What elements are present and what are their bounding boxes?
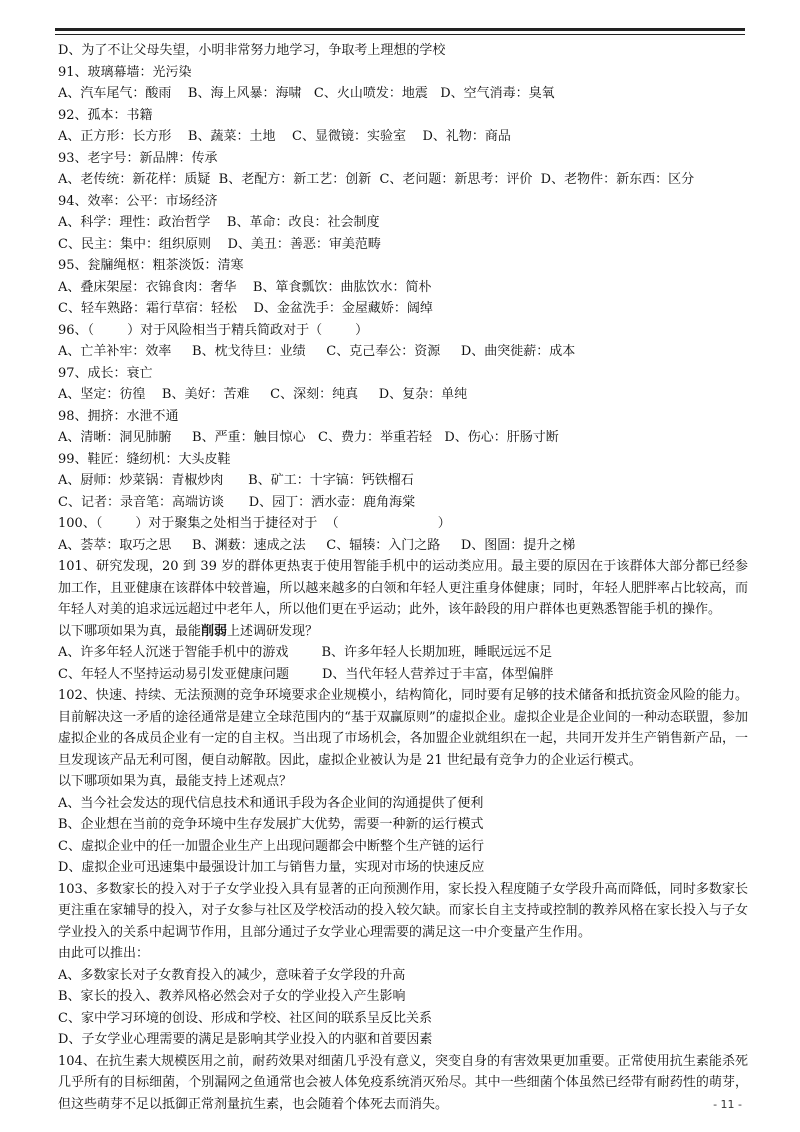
question-paragraph: 101、研究发现，20 到 39 岁的群体更热衷于使用智能手机中的运动类应用。最主要的原因在于该群体大部分都已经参加工作，且亚健康在该群体中较普遍，所以越来越多的白领和年轻人更注重身体健康；同时，年轻人肥胖率占比较高，而年轻人对美的追求远远超过中老年人，所以他们更在乎运动；此外，该年龄段的用户群体也更熟悉智能手机的操作。 <box>58 559 748 617</box>
text-line: A、荟萃：取巧之思 B、渊薮：速成之法 C、辐辏：入门之路 D、图圄：提升之梯 <box>58 537 576 553</box>
text-line: D、为了不让父母失望，小明非常努力地学习，争取考上理想的学校 <box>58 43 446 58</box>
text-line: A、科学：理性：政治哲学 B、革命：改良：社会制度 <box>58 215 380 230</box>
text-line: A、当今社会发达的现代信息技术和通讯手段为各企业间的沟通提供了便利 <box>58 795 484 811</box>
text-line: A、多数家长对子女教育投入的减少，意味着子女学段的升高 <box>58 967 406 983</box>
text-line: A、亡羊补牢：效率 B、枕戈待旦：业绩 C、克己奉公：资源 D、曲突徙薪：成本 <box>58 344 576 359</box>
text-line: C、年轻人不坚持运动易引发亚健康问题 D、当代年轻人营养过于丰富，体型偏胖 <box>58 666 554 682</box>
text-line: 以下哪项如果为真，最能支持上述观点？ <box>58 774 293 789</box>
text-line: C、轻车熟路：霜行草宿：轻松 D、金盆洗手：金屋藏娇：阔绰 <box>58 301 433 316</box>
text-line: A、清晰：洞见肺腑 B、严重：触目惊心 C、费力：举重若轻 D、伤心：肝肠寸断 <box>58 430 559 445</box>
question-paragraph: 103、多数家长的投入对于子女学业投入具有显著的正向预测作用，家长投入程度随子女学段升高而降低，同时多数家长更注重在家辅导的投入，对子女参与社区及学校活动的投入较欠缺。而家长自主支持或控制的教养风格在家长投入与子女学业投入的关系中起调节作用，且部分通过子女学业心理需要的满足这一中介变量产生作用。 <box>58 881 748 940</box>
text-line: 93、老字号：新品牌：传承 <box>58 150 218 166</box>
text-line: C、家中学习环境的创设、形成和学校、社区间的联系呈反比关系 <box>58 1010 432 1026</box>
question-paragraph: 102、快速、持续、无法预测的竞争环境要求企业规模小，结构简化，同时要有足够的技术储备和抵抗资金风险的能力。目前解决这一矛盾的途径通常是建立全球范围内的“基于双赢原则”的虚拟企业。虚拟企业是企业间的一种动态联盟，参加虚拟企业的各成员企业有一定的自主权。当出现了市场机会，各加盟企业就组织在一起，共同开发并生产销售新产品，一旦发现该产品无利可图，便自动解散。因此，虚拟企业被认为是 21 世纪最有竞争力的企业运行模式。 <box>58 688 748 768</box>
text-line: D、子女学业心理需要的满足是影响其学业投入的内驱和首要因素 <box>58 1032 433 1047</box>
text-line: D、虚拟企业可迅速集中最强设计加工与销售力量，实现对市场的快速反应 <box>58 860 485 875</box>
text-line: 由此可以推出： <box>58 946 150 961</box>
prompt-text: 以下哪项如果为真，最能 <box>58 623 202 639</box>
text-line: B、企业想在当前的竞争环境中生存发展扩大优势，需要一种新的运行模式 <box>58 817 484 832</box>
header-rule-thin <box>55 34 745 35</box>
text-line: A、坚定：彷徨 B、美好：苦难 C、深刻：纯真 D、复杂：单纯 <box>58 387 468 402</box>
text-line: 91、玻璃幕墙：光污染 <box>58 64 192 80</box>
prompt-text: 上述调研发现？ <box>227 623 319 639</box>
text-line: C、虚拟企业中的任一加盟企业生产上出现问题都会中断整个生产链的运行 <box>58 838 484 854</box>
text-line: 97、成长：衰亡 <box>58 365 153 381</box>
page-number: - 11 - <box>713 1098 742 1111</box>
text-line: 99、鞋匠：缝纫机：大头皮鞋 <box>58 451 231 467</box>
text-line: A、厨师：炒菜锅：青椒炒肉 B、矿工：十字镐：钙铁榴石 <box>58 473 414 488</box>
text-line: 92、孤本：书籍 <box>58 107 153 123</box>
text-line: A、汽车尾气：酸雨 B、海上风暴：海啸 C、火山喷发：地震 D、空气消毒：臭氧 <box>58 86 555 101</box>
text-line: 98、拥挤：水泄不通 <box>58 408 179 424</box>
text-line: A、叠床架屋：衣锦食肉：奢华 B、箪食瓢饮：曲肱饮水：简朴 <box>58 279 432 295</box>
text-line: 96、（ ）对于风险相当于精兵简政对于（ ） <box>58 322 369 338</box>
text-line: C、记者：录音笔：高端访谈 D、园丁：洒水壶：鹿角海棠 <box>58 494 416 510</box>
text-line: C、民主：集中：组织原则 D、美丑：善恶：审美范畴 <box>58 236 381 252</box>
text-line: A、老传统：新花样：质疑 B、老配方：新工艺：创新 C、老问题：新思考：评价 D、老物件：新东西：区分 <box>58 172 695 187</box>
question-prompt <box>58 621 748 643</box>
text-line: 95、瓮牖绳枢：粗茶淡饭：清寒 <box>58 258 244 273</box>
text-line: A、正方形：长方形 B、蔬菜：土地 C、显微镜：实验室 D、礼物：商品 <box>58 129 511 144</box>
header-rule-thick <box>55 28 745 31</box>
text-line: 100、（ ）对于聚集之处相当于捷径对于 （ ） <box>58 516 451 531</box>
text-line: B、家长的投入、教养风格必然会对子女的学业投入产生影响 <box>58 989 406 1004</box>
question-paragraph: 104、在抗生素大规模医用之前，耐药效果对细菌几乎没有意义，突变自身的有害效果更加重要。正常使用抗生素能杀死几乎所有的目标细菌，个别漏网之鱼通常也会被人体免疫系统消灭殆尽。其中一些细菌个体虽然已经带有耐药性的萌芽，但这些萌芽不足以抵御正常剂量抗生素，也会随着个体死去而消失。 <box>58 1053 748 1112</box>
page-content <box>58 40 748 1115</box>
prompt-emphasis: 削弱 <box>201 623 228 639</box>
text-line: 94、效率：公平：市场经济 <box>58 193 218 209</box>
text-line: A、许多年轻人沉迷于智能手机中的游戏 B、许多年轻人长期加班，睡眠远远不足 <box>58 645 553 660</box>
